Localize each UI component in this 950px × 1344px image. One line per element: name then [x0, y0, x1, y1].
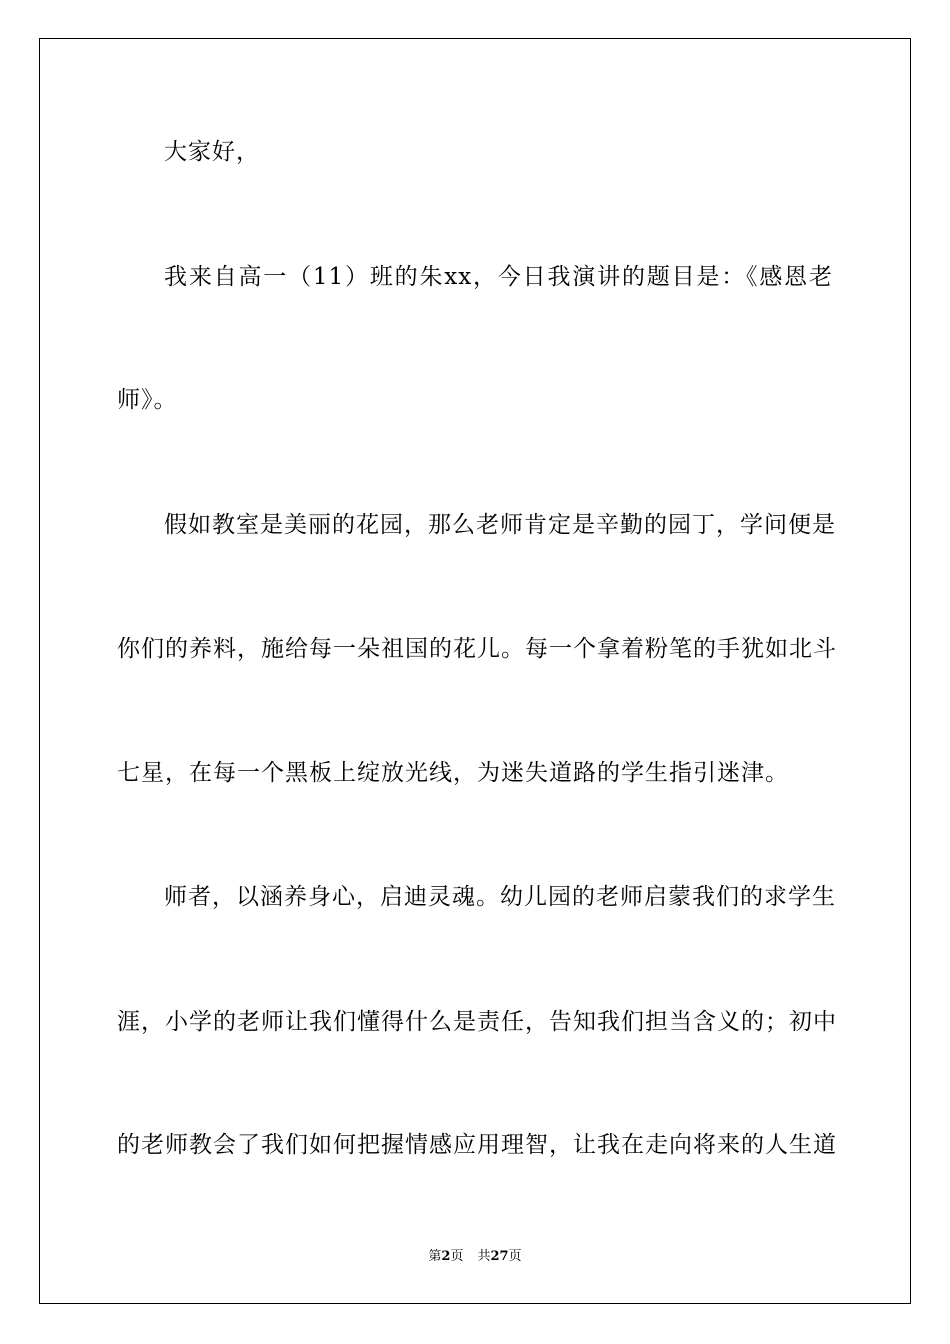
page-footer	[0, 1248, 950, 1266]
footer-total-pages: 27	[490, 1249, 509, 1264]
footer-page-number: 2	[441, 1249, 451, 1264]
paragraph-line-8: 涯，小学的老师让我们懂得什么是责任，告知我们担当含义的；初中	[117, 1009, 837, 1035]
footer-total-prefix: 共	[477, 1249, 491, 1264]
footer-page-suffix: 页	[450, 1249, 464, 1264]
paragraph-line-4: 假如教室是美丽的花园，那么老师肯定是辛勤的园丁，学问便是	[164, 512, 836, 538]
paragraph-line-9: 的老师教会了我们如何把握情感应用理智，让我在走向将来的人生道	[117, 1132, 837, 1158]
page-border	[39, 38, 911, 1304]
paragraph-line-2: 我来自高一（11）班的朱xx，今日我演讲的题目是：《感恩老	[164, 264, 833, 290]
footer-total-suffix: 页	[508, 1249, 522, 1264]
paragraph-line-6: 七星，在每一个黑板上绽放光线，为迷失道路的学生指引迷津。	[117, 760, 789, 786]
footer-page-prefix: 第	[428, 1249, 442, 1264]
paragraph-line-5: 你们的养料，施给每一朵祖国的花儿。每一个拿着粉笔的手犹如北斗	[117, 636, 837, 662]
paragraph-line-1: 大家好，	[164, 139, 260, 165]
paragraph-line-7: 师者，以涵养身心，启迪灵魂。幼儿园的老师启蒙我们的求学生	[164, 884, 836, 910]
paragraph-line-3: 师》。	[117, 387, 178, 413]
